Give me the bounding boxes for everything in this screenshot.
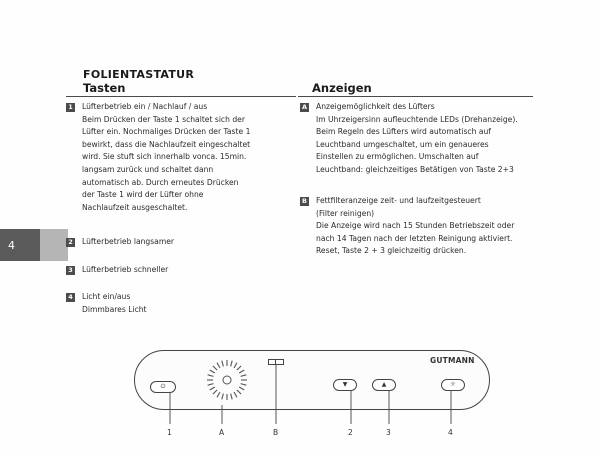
page-section-tab: 4	[0, 229, 40, 261]
badge-1: 1	[66, 103, 75, 112]
text-line: langsam zurück und schaltet dann	[82, 164, 214, 174]
power-button[interactable]	[150, 381, 176, 393]
callout-label-4: 4	[448, 428, 453, 437]
text-line: (Filter reinigen)	[316, 208, 375, 218]
text-line: Einstellen zu ermöglichen. Umschalten auf	[316, 152, 479, 162]
text-line: Beim Regeln des Lüfters wird automatisch auf	[316, 127, 491, 137]
text-line: Lüfterbetrieb langsamer	[82, 237, 175, 246]
text-line: automatisch ab. Durch erneutes Drücken	[82, 177, 239, 187]
badge-b: B	[300, 197, 309, 206]
triangle-down-icon: ▼	[342, 381, 348, 388]
callout-label-1: 1	[167, 428, 172, 437]
filter-indicator-icon	[268, 359, 284, 365]
text-line: Leuchtband umgeschaltet, um ein genaueres	[316, 139, 489, 149]
text-line: Anzeigemöglichkeit des Lüfters	[316, 102, 435, 111]
callout-label-3: 3	[386, 428, 391, 437]
text-line: Nachlaufzeit ausgeschaltet.	[82, 202, 188, 212]
heading-anzeigen: Anzeigen	[312, 81, 372, 95]
fan-slower-button[interactable]	[333, 379, 357, 391]
text-line: Fettfilteranzeige zeit- und laufzeitgesteuert	[316, 196, 481, 205]
key-item-1	[66, 101, 250, 214]
badge-2: 2	[66, 238, 75, 247]
text-line: Dimmbares Licht	[82, 304, 147, 314]
key-item-3	[66, 264, 168, 277]
triangle-up-icon: ▲	[381, 381, 387, 388]
heading-tasten: Tasten	[83, 81, 126, 95]
badge-3: 3	[66, 266, 75, 275]
text-line: Lüfter ein. Nochmaliges Drücken der Taste 1	[82, 127, 251, 137]
display-item-a	[300, 101, 518, 177]
text-line: der Taste 1 wird der Lüfter ohne	[82, 190, 204, 200]
brand-logo: GUTMANN	[430, 356, 475, 365]
page-section-tab-extension	[40, 229, 68, 261]
text-line: Leuchtband: gleichzeitiges Betätigen von Taste 2+3	[316, 164, 514, 174]
light-button[interactable]	[441, 379, 465, 391]
fan-faster-button[interactable]	[372, 379, 396, 391]
text-line: Reset, Taste 2 + 3 gleichzeitig drücken.	[316, 246, 467, 256]
text-line: Die Anzeige wird nach 15 Stunden Betriebszeit oder	[316, 221, 515, 231]
callout-label-a: A	[219, 428, 225, 437]
badge-4: 4	[66, 293, 75, 302]
text-line: bewirkt, dass die Nachlaufzeit eingeschaltet	[82, 139, 251, 149]
light-bulb-icon: ☼	[450, 381, 456, 388]
key-item-4	[66, 291, 147, 316]
text-line: Im Uhrzeigersinn aufleuchtende LEDs (Drehanzeige).	[316, 114, 518, 124]
text-line: Lüfterbetrieb ein / Nachlauf / aus	[82, 102, 208, 111]
divider-right	[298, 96, 533, 97]
key-item-2	[66, 236, 174, 249]
callout-label-2: 2	[348, 428, 353, 437]
text-line: nach 14 Tagen nach der letzten Reinigung aktiviert.	[316, 233, 513, 243]
callout-label-b: B	[273, 428, 279, 437]
badge-a: A	[301, 103, 308, 111]
heading-folientastatur: FOLIENTASTATUR	[83, 68, 195, 81]
divider-left	[66, 96, 296, 97]
text-line: Beim Drücken der Taste 1 schaltet sich der	[82, 114, 245, 124]
display-item-b	[300, 195, 514, 258]
text-line: wird. Sie stuft sich innerhalb vonca. 15min.	[82, 152, 247, 162]
text-line: Lüfterbetrieb schneller	[82, 265, 169, 274]
text-line: Licht ein/aus	[82, 292, 131, 301]
power-icon: ⏻	[160, 383, 166, 390]
